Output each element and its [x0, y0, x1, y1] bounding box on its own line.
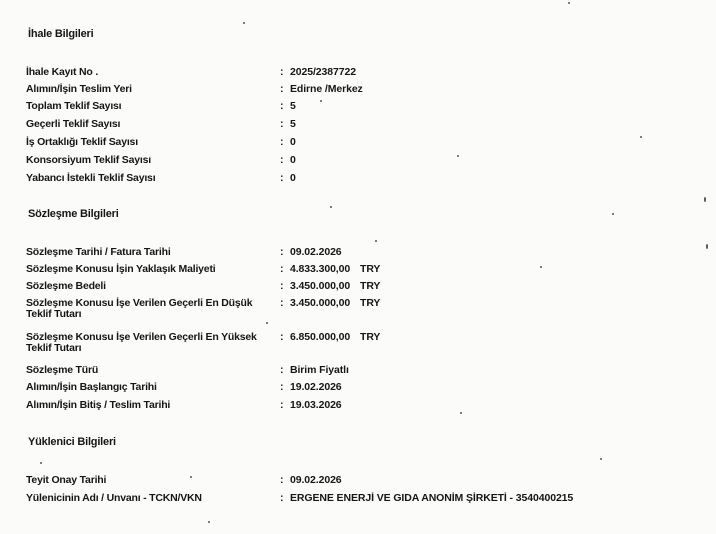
sozlesme-tarihi-value [280, 247, 342, 258]
scan-speck [704, 197, 706, 202]
bitis-tarihi-value [280, 400, 342, 411]
teyit-onay-tarihi-label: Teyit Onay Tarihi [26, 474, 107, 486]
scan-speck [540, 266, 542, 268]
colon: : [280, 297, 284, 309]
amount-text: 3.450.000,00 [290, 297, 351, 309]
scan-speck [460, 412, 462, 414]
scan-speck [612, 213, 614, 215]
is-ortakligi-label: İş Ortaklığı Teklif Sayısı [26, 136, 138, 148]
sozlesme-turu-label: Sözleşme Türü [26, 364, 99, 376]
en-yuksek-teklif-value [280, 332, 380, 343]
value-text: 0 [290, 154, 296, 166]
colon: : [280, 100, 284, 112]
value-text: 19.02.2026 [290, 381, 342, 393]
en-dusuk-teklif-value [280, 298, 380, 309]
value-text: 0 [290, 172, 296, 184]
gecerli-teklif-value [280, 119, 296, 130]
colon: : [280, 263, 284, 275]
teslim-yeri-value [280, 84, 363, 95]
scan-speck [190, 476, 192, 478]
scan-speck [568, 2, 570, 4]
konsorsiyum-label: Konsorsiyum Teklif Sayısı [26, 154, 151, 166]
value-text: 5 [290, 118, 296, 130]
is-ortakligi-value [280, 137, 296, 148]
colon: : [280, 381, 284, 393]
scan-speck [457, 155, 459, 157]
yuklenici-adi-value [280, 493, 573, 504]
sozlesme-turu-value [280, 365, 349, 376]
colon: : [280, 136, 284, 148]
konsorsiyum-value [280, 155, 296, 166]
en-dusuk-teklif-label: Sözleşme Konusu İşe Verilen Geçerli En Düşük Teklif Tutarı [26, 297, 253, 320]
colon: : [280, 66, 284, 78]
value-text: 09.02.2026 [290, 246, 342, 258]
scan-speck [243, 22, 245, 24]
value-text: ERGENE ENERJİ VE GIDA ANONİM ŞİRKETİ - 3540400215 [290, 492, 574, 504]
currency-text: TRY [360, 280, 381, 292]
scan-speck [640, 136, 642, 138]
yaklasik-maliyet-label: Sözleşme Konusu İşin Yaklaşık Maliyeti [26, 263, 216, 275]
currency-text: TRY [360, 297, 381, 309]
sozlesme-bedeli-value [280, 281, 380, 292]
yuklenici-adi-label: Yülenicinin Adı / Unvanı - TCKN/VKN [26, 492, 202, 504]
ihale-section-heading: İhale Bilgileri [28, 28, 94, 40]
amount-text: 6.850.000,00 [290, 331, 351, 343]
amount-text: 4.833.300,00 [290, 263, 351, 275]
toplam-teklif-label: Toplam Teklif Sayısı [26, 100, 122, 112]
value-text: Edirne /Merkez [290, 83, 363, 95]
teslim-yeri-label: Alımın/İşin Teslim Yeri [26, 83, 132, 95]
en-yuksek-teklif-label: Sözleşme Konusu İşe Verilen Geçerli En Yüksek Teklif Tutarı [26, 331, 257, 354]
yuklenici-section-heading: Yüklenici Bilgileri [28, 436, 116, 448]
sozlesme-tarihi-label: Sözleşme Tarihi / Fatura Tarihi [26, 246, 171, 258]
baslangic-tarihi-label: Alımın/İşin Başlangıç Tarihi [26, 381, 157, 393]
amount-text: 3.450.000,00 [290, 280, 351, 292]
scan-speck [330, 206, 332, 208]
value-text: 19.03.2026 [290, 399, 342, 411]
colon: : [280, 154, 284, 166]
colon: : [280, 474, 284, 486]
colon: : [280, 246, 284, 258]
colon: : [280, 172, 284, 184]
sozlesme-section-heading: Sözleşme Bilgileri [28, 208, 119, 220]
yabanci-istekli-label: Yabancı İstekli Teklif Sayısı [26, 172, 156, 184]
yabanci-istekli-value [280, 173, 296, 184]
colon: : [280, 364, 284, 376]
scan-speck [600, 458, 602, 460]
ihale-kayit-no-value [280, 67, 356, 78]
toplam-teklif-value [280, 101, 296, 112]
value-text: 5 [290, 100, 296, 112]
currency-text: TRY [360, 331, 381, 343]
bitis-tarihi-label: Alımın/İşin Bitiş / Teslim Tarihi [26, 399, 171, 411]
colon: : [280, 399, 284, 411]
scan-speck [208, 521, 210, 523]
colon: : [280, 83, 284, 95]
ihale-kayit-no-label: İhale Kayıt No . [26, 66, 99, 78]
teyit-onay-tarihi-value [280, 475, 342, 486]
colon: : [280, 118, 284, 130]
yaklasik-maliyet-value [280, 264, 380, 275]
scan-speck [266, 322, 268, 324]
scan-speck [706, 244, 708, 249]
colon: : [280, 280, 284, 292]
currency-text: TRY [360, 263, 381, 275]
value-text: Birim Fiyatlı [290, 364, 349, 376]
scan-speck [375, 240, 377, 242]
value-text: 09.02.2026 [290, 474, 342, 486]
scan-speck [320, 100, 322, 102]
colon: : [280, 331, 284, 343]
sozlesme-bedeli-label: Sözleşme Bedeli [26, 280, 106, 292]
value-text: 2025/2387722 [290, 66, 356, 78]
gecerli-teklif-label: Geçerli Teklif Sayısı [26, 118, 121, 130]
baslangic-tarihi-value [280, 382, 342, 393]
value-text: 0 [290, 136, 296, 148]
scan-speck [40, 462, 42, 464]
colon: : [280, 492, 284, 504]
